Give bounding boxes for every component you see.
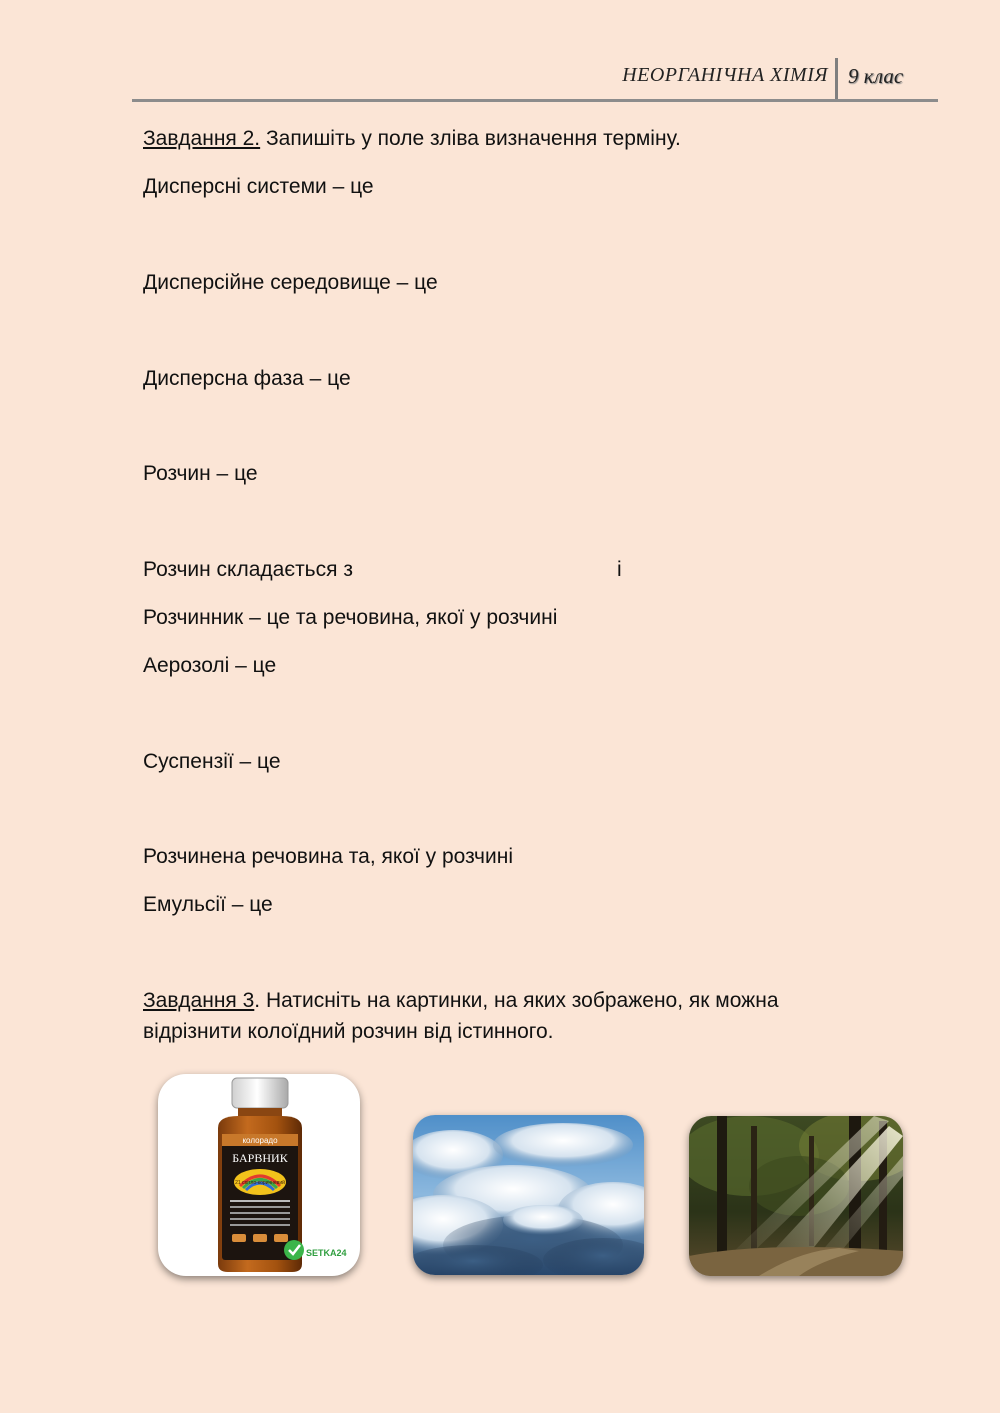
header-divider bbox=[835, 58, 838, 100]
task2-instruction: Запишіть у поле зліва визначення терміну. bbox=[260, 127, 681, 150]
task2-heading bbox=[143, 124, 681, 154]
clouds-illustration bbox=[413, 1115, 644, 1275]
bottle-sub-text: 21 світло-коричневий bbox=[235, 1180, 285, 1186]
definition-dispersion-medium: Дисперсійне середовище – це bbox=[143, 271, 438, 294]
definition-aerosols: Аерозолі – це bbox=[143, 654, 277, 677]
subject-title: НЕОРГАНІЧНА ХІМІЯ bbox=[622, 64, 828, 86]
definition-suspensions: Суспензії – це bbox=[143, 750, 281, 773]
task2-label: Завдання 2. bbox=[143, 127, 261, 150]
page-header bbox=[132, 56, 938, 102]
task3-label: Завдання 3 bbox=[143, 989, 255, 1012]
conjunction-and: і bbox=[617, 558, 622, 581]
grade-label: 9 клас bbox=[848, 64, 904, 88]
task3-heading bbox=[143, 985, 883, 1047]
definition-dispersed-phase: Дисперсна фаза – це bbox=[143, 367, 351, 390]
bottle-brand-text: колорадо bbox=[242, 1136, 278, 1145]
forest-illustration bbox=[689, 1116, 903, 1276]
task3-instruction: . Натисніть на картинки, на яких зображено, як можна відрізнити колоїдний розчин від істинного. bbox=[143, 989, 779, 1043]
definition-solute: Розчинена речовина та, якої у розчині bbox=[143, 845, 513, 868]
definition-solution-consists: Розчин складається з bbox=[143, 558, 353, 581]
definition-emulsions: Емульсії – це bbox=[143, 893, 273, 916]
dye-bottle-illustration bbox=[158, 1074, 360, 1276]
definition-solution: Розчин – це bbox=[143, 462, 258, 485]
forest-sunbeams-image[interactable] bbox=[689, 1116, 903, 1276]
dye-bottle-image[interactable] bbox=[158, 1074, 360, 1276]
clouds-image[interactable] bbox=[413, 1115, 644, 1275]
header-rule bbox=[132, 99, 938, 102]
definition-disperse-systems: Дисперсні системи – це bbox=[143, 175, 374, 198]
bottle-product-text: БАРВНИК bbox=[232, 1151, 288, 1165]
definition-solvent: Розчинник – це та речовина, якої у розчині bbox=[143, 606, 558, 629]
bottle-badge-text: SETKA24 bbox=[306, 1248, 347, 1258]
